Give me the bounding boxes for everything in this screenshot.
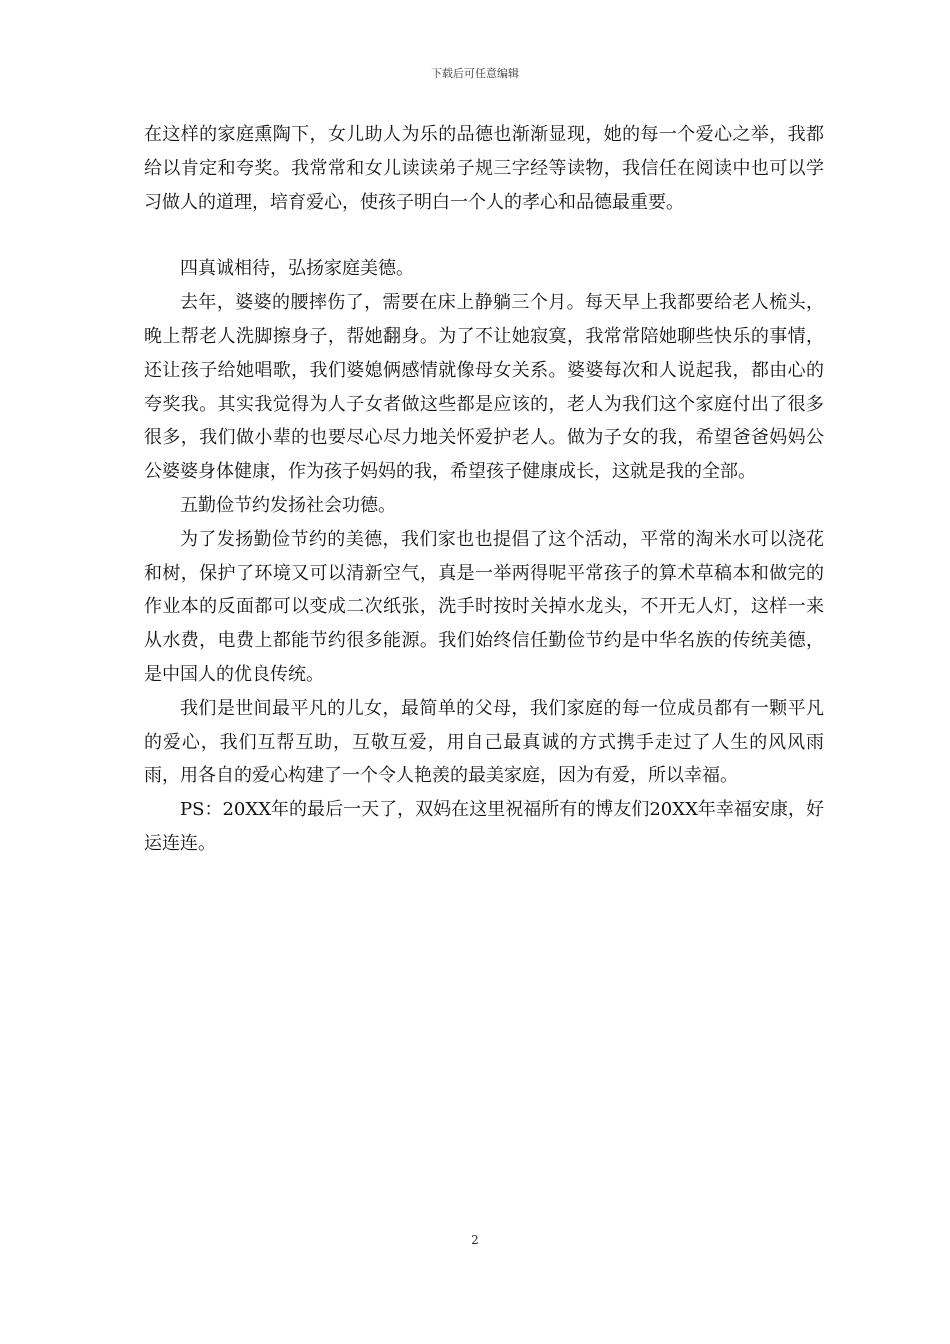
paragraph-saving-resources: 为了发扬勤俭节约的美德，我们家也也提倡了这个活动，平常的淘米水可以浇花和树，保护了环境又可以清新空气，真是一举两得呢平常孩子的算术草稿本和做完的作业本的反面都可以变成二次纸张，洗手时按时关掉水龙头，不开无人灯，这样一来从水费，电费上都能节约很多能源。我们始终信任勤俭节约是中华名族的传统美德，是中国人的优良传统。 bbox=[144, 528, 824, 685]
document-body bbox=[144, 118, 824, 861]
paragraph-caring-mother-in-law: 去年，婆婆的腰摔伤了，需要在床上静躺三个月。每天早上我都要给老人梳头，晚上帮老人洗脚擦身子，帮她翻身。为了不让她寂寞，我常常陪她聊些快乐的事情，还让孩子给她唱歌，我们婆媳俩感情就像母女关系。婆婆每次和人说起我，都由心的夸奖我。其实我觉得为人子女者做这些都是应该的，老人为我们这个家庭付出了很多很多，我们做小辈的也要尽心尽力地关怀爱护老人。做为子女的我，希望爸爸妈妈公公婆婆身体健康，作为孩子妈妈的我，希望孩子健康成长，这就是我的全部。 bbox=[144, 292, 824, 483]
page-header: 下载后可任意编辑 bbox=[431, 67, 519, 80]
page-number: 2 bbox=[471, 1233, 479, 1247]
paragraph-family-influence: 在这样的家庭熏陶下，女儿助人为乐的品德也渐渐显现，她的每一个爱心之举，我都给以肯定和夸奖。我常常和女儿读读弟子规三字经等读物，我信任在阅读中也可以学习做人的道理，培育爱心，使孩子明白一个人的孝心和品德最重要。 bbox=[144, 124, 824, 213]
paragraph-ordinary-family: 我们是世间最平凡的儿女，最简单的父母，我们家庭的每一位成员都有一颗平凡的爱心，我们互帮互助，互敬互爱，用自己最真诚的方式携手走过了人生的风风雨雨，用各自的爱心构建了一个令人艳羡的最美家庭，因为有爱，所以幸福。 bbox=[144, 697, 824, 787]
section-heading-thrift: 五勤俭节约发扬社会功德。 bbox=[180, 494, 396, 516]
paragraph-postscript: PS：20XX年的最后一天了，双妈在这里祝福所有的博友们20XX年幸福安康，好运连连。 bbox=[144, 799, 824, 854]
section-heading-sincerity: 四真诚相待，弘扬家庭美德。 bbox=[180, 258, 414, 280]
